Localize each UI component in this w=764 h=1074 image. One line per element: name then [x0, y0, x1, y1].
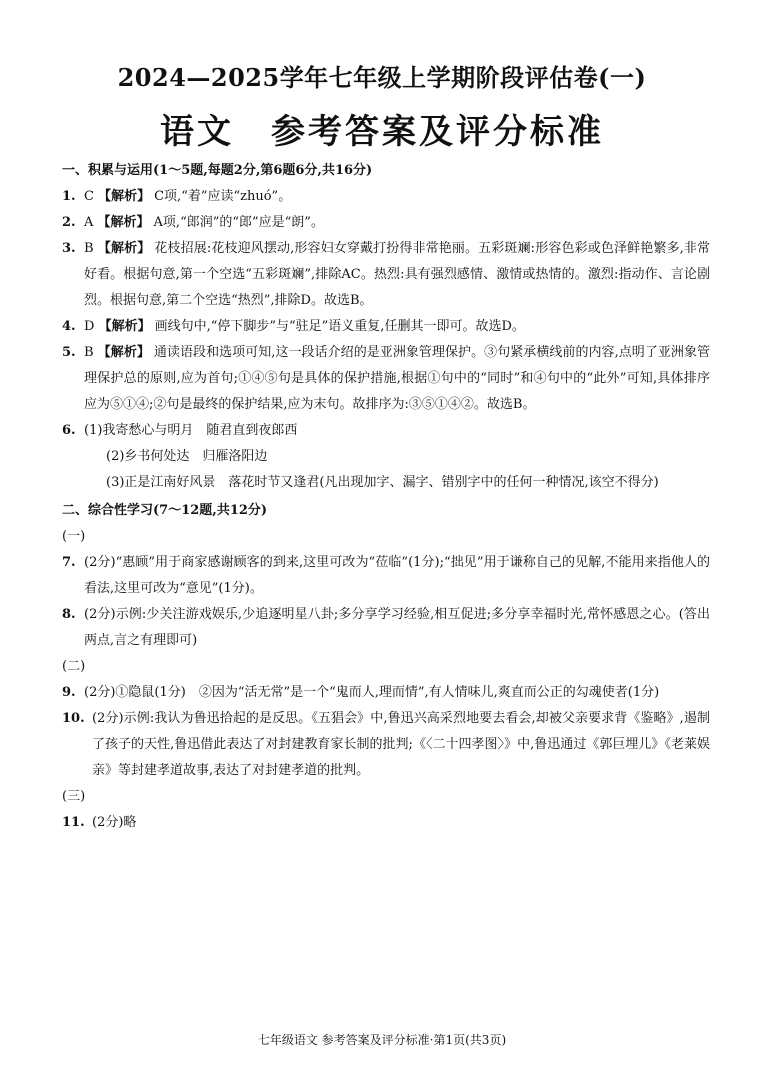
analysis-text: 花枝招展:花枝迎风摆动,形容妇女穿戴打扮得非常艳丽。五彩斑斓:形容色彩或色泽鲜艳繁多,非常好看。根据句意,第一个空选“五彩斑斓”,排除AC。热烈:具有强烈感情、激情或热情的。激烈:指动作、言论剧烈。根据句意,第二个空选“热烈”,排除D。故选B。 [84, 241, 710, 308]
answer-choice: A [84, 215, 94, 230]
question-number: 2. [62, 215, 76, 230]
question-9 [62, 680, 710, 706]
answer-choice: B [84, 345, 94, 360]
answer-text: (2分)略 [92, 815, 137, 830]
analysis-tag: 【解析】 [97, 345, 150, 360]
page-footer: 七年级语文 参考答案及评分标准·第1页(共3页) [257, 1033, 507, 1047]
answer-text: (2分)“惠顾”用于商家感谢顾客的到来,这里可改为“莅临”(1分);“拙见”用于谦称自己的见解,不能用来指他人的看法,这里可改为“意见”(1分)。 [84, 555, 710, 596]
question-7 [62, 550, 710, 602]
section-2-heading: 二、综合性学习(7～12题,共12分) [62, 503, 268, 518]
analysis-text: A项,“郎润”的“郎”应是“朗”。 [153, 215, 324, 230]
answer-choice: D [84, 319, 95, 334]
answer-line-3: (3)正是江南好风景 落花时节又逢君(凡出现加字、漏字、错别字中的任何一种情况,该空不得分) [106, 475, 659, 490]
section-1-heading: 一、积累与运用(1～5题,每题2分,第6题6分,共16分) [62, 163, 373, 178]
analysis-tag: 【解析】 [98, 319, 151, 334]
document-subtitle: 语文 参考答案及评分标准 [160, 112, 604, 152]
answer-line-1: (1)我寄愁心与明月 随君直到夜郎西 [84, 423, 298, 438]
question-3 [62, 236, 710, 314]
question-number: 10. [62, 711, 85, 726]
question-number: 5. [62, 345, 76, 360]
analysis-text: 通读语段和选项可知,这一段话介绍的是亚洲象管理保护。③句紧承横线前的内容,点明了亚洲象管理保护总的原则,应为首句;①④⑤句是具体的保护措施,根据①句中的“同时”和④句中的“此外”可知,具体排序应为⑤①④;②句是最终的保护结果,应为末句。故排序为:③⑤①④②。故选B。 [84, 345, 710, 412]
analysis-tag: 【解析】 [97, 241, 151, 256]
analysis-tag: 【解析】 [97, 215, 150, 230]
question-number: 3. [62, 241, 76, 256]
part-2-label: (二) [62, 659, 86, 674]
part-3-label: (三) [62, 789, 86, 804]
question-number: 6. [62, 423, 76, 438]
question-4 [62, 314, 710, 340]
question-number: 8. [62, 607, 76, 622]
analysis-text: 画线句中,“停下脚步”与“驻足”语义重复,任删其一即可。故选D。 [154, 319, 525, 334]
question-number: 7. [62, 555, 76, 570]
answer-choice: B [84, 241, 94, 256]
question-5 [62, 340, 710, 418]
question-number: 4. [62, 319, 76, 334]
answer-text: (2分)示例:我认为鲁迅拾起的是反思。《五猖会》中,鲁迅兴高采烈地要去看会,却被父亲要求背《鉴略》,遏制了孩子的天性,鲁迅借此表达了对封建教育家长制的批判;《〈二十四孝图〉》中,鲁迅通过《郭巨埋儿》《老莱娱亲》等封建孝道故事,表达了对封建孝道的批判。 [92, 711, 710, 778]
question-number: 11. [62, 815, 85, 830]
answer-choice: C [84, 189, 94, 204]
answer-line-2: (2)乡书何处达 归雁洛阳边 [106, 449, 268, 464]
analysis-text: C项,“着”应读“zhuó”。 [154, 189, 292, 204]
question-8 [62, 602, 710, 654]
question-6 [62, 418, 710, 496]
question-number: 9. [62, 685, 76, 700]
question-2 [62, 210, 710, 236]
question-1 [62, 184, 710, 210]
answer-content [62, 156, 710, 836]
analysis-tag: 【解析】 [98, 189, 151, 204]
answer-text: (2分)①隐鼠(1分) ②因为“活无常”是一个“鬼而人,理而情”,有人情味儿,爽直而公正的勾魂使者(1分) [84, 685, 660, 700]
document-title: 2024—2025学年七年级上学期阶段评估卷(一) [117, 63, 647, 92]
question-10 [62, 706, 710, 784]
part-1-label: (一) [62, 529, 86, 544]
question-11 [62, 810, 710, 836]
answer-text: (2分)示例:少关注游戏娱乐,少追逐明星八卦;多分享学习经验,相互促进;多分享幸福时光,常怀感恩之心。(答出两点,言之有理即可) [84, 607, 710, 648]
question-number: 1. [62, 189, 76, 204]
